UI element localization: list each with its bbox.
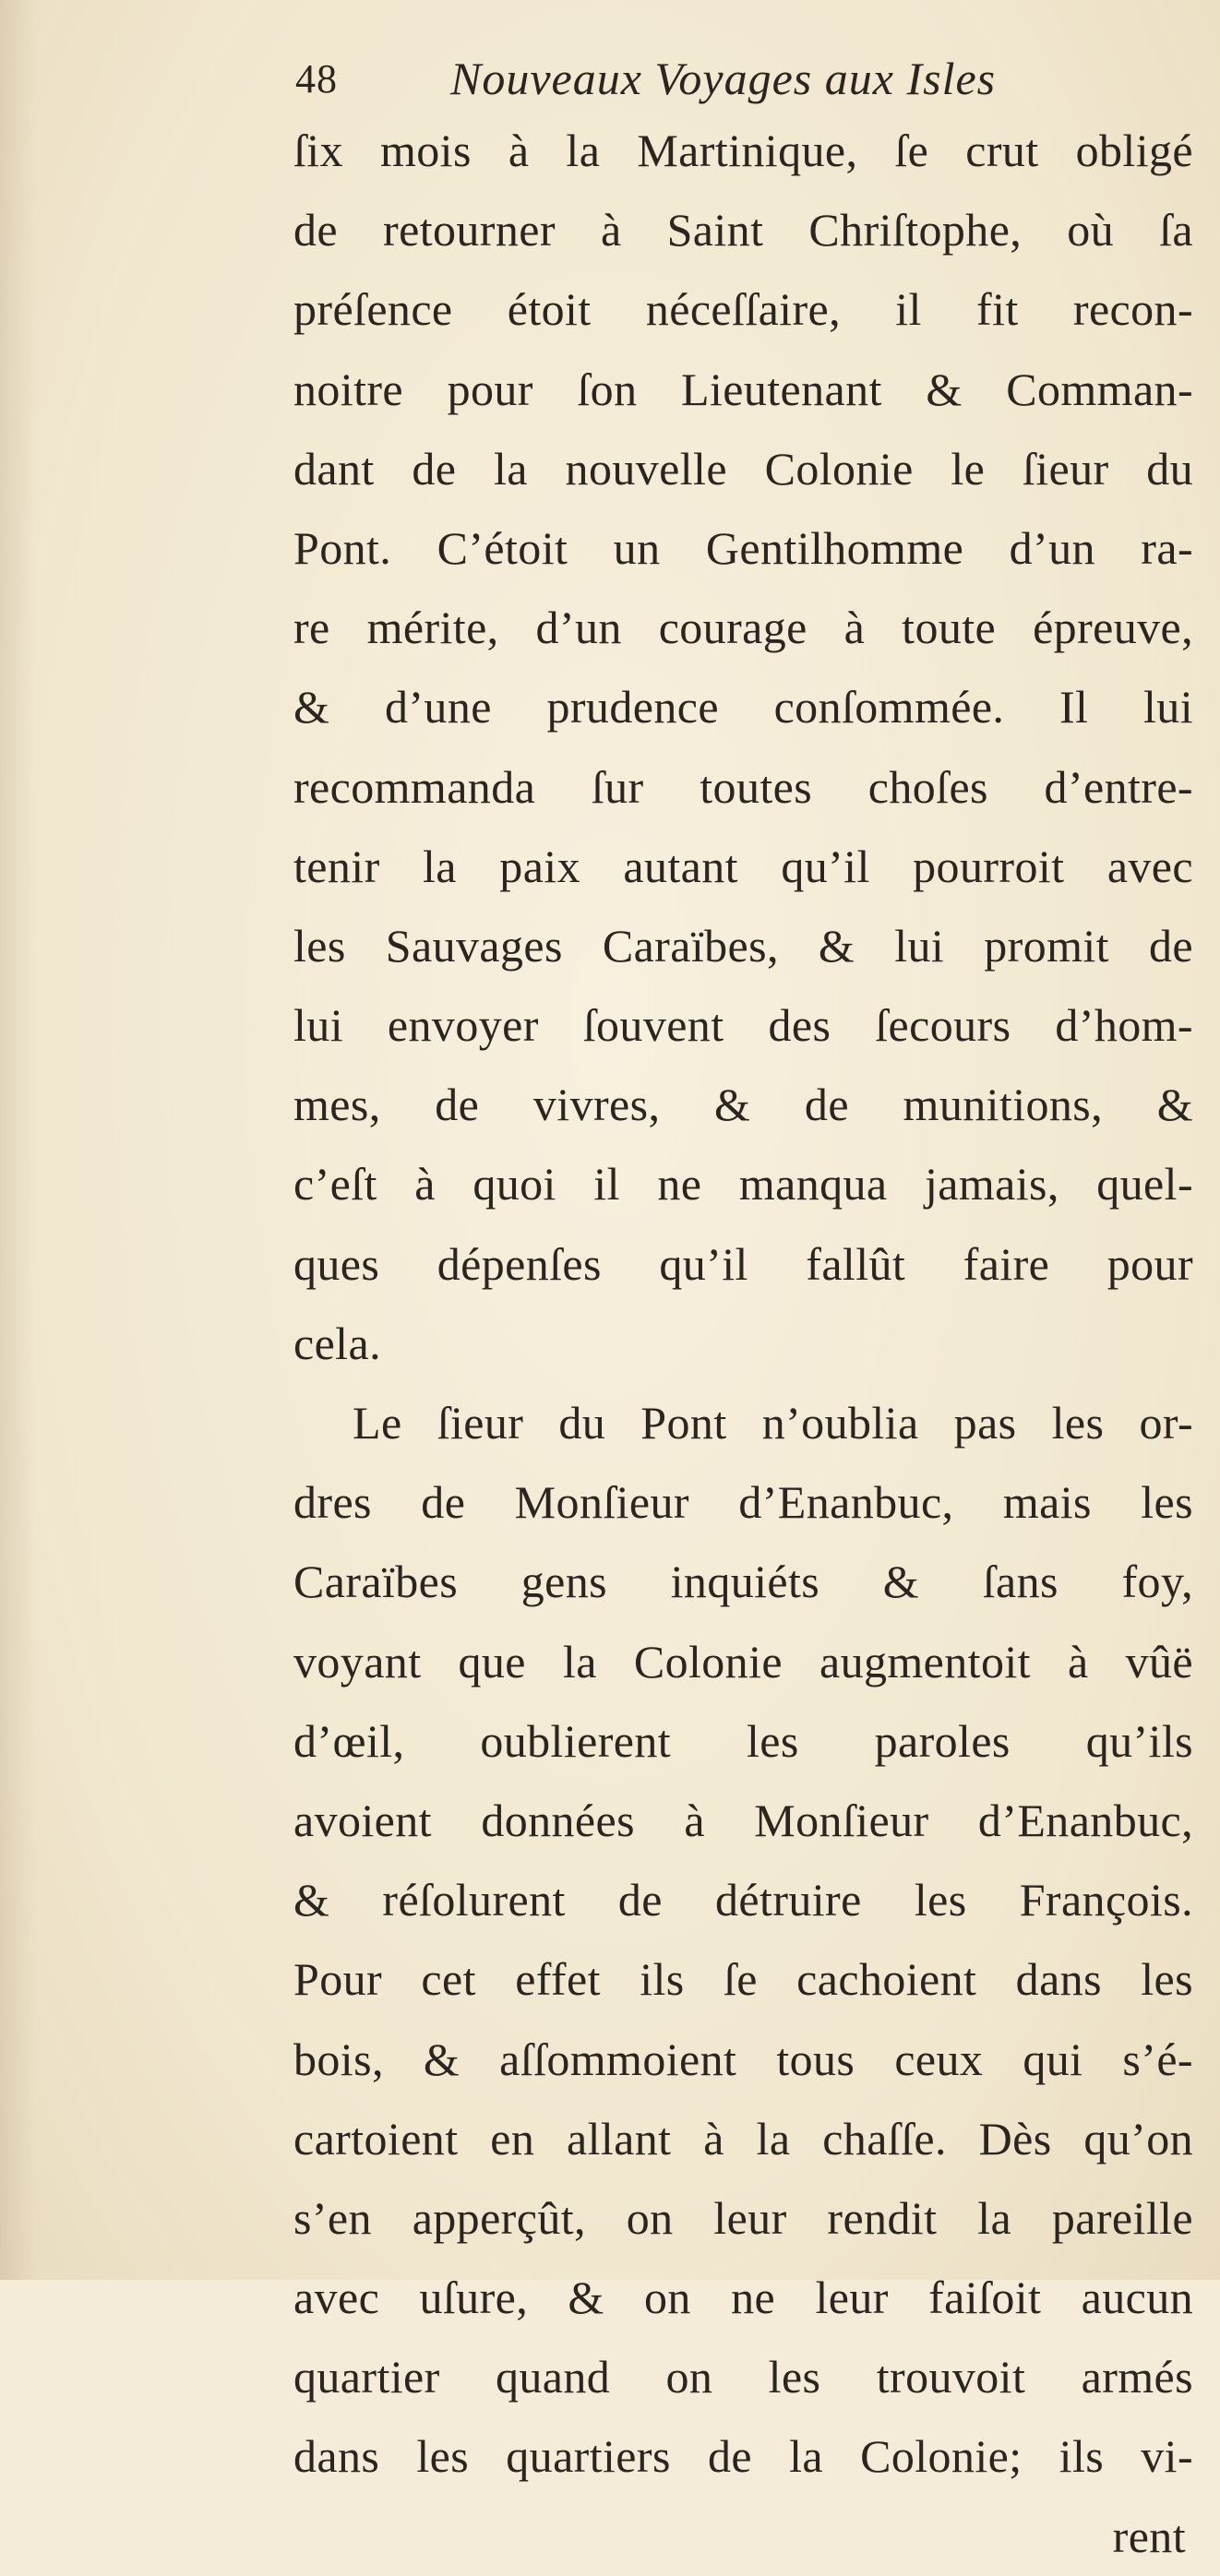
- text-line: Pont. C’étoit un Gentilhomme d’un ra-: [293, 521, 1193, 574]
- text-line: quartier quand on les trouvoit armés: [293, 2351, 1193, 2403]
- text-line: ques dépenſes qu’il fallût faire pour: [293, 1237, 1193, 1290]
- text-line: s’en apperçût, on leur rendit la pareille: [293, 2191, 1193, 2244]
- text-line: Caraïbes gens inquiéts & ſans foy,: [293, 1556, 1193, 1608]
- text-line: ſix mois à la Martinique, ſe crut obligé: [293, 125, 1193, 176]
- catchword: rent: [1112, 2510, 1186, 2562]
- text-line: tenir la paix autant qu’il pourroit avec: [293, 840, 1193, 892]
- text-line: mes, de vivres, & de munitions, &: [293, 1079, 1193, 1131]
- text-line: avec uſure, & on ne leur faiſoit aucun: [293, 2272, 1193, 2324]
- page-number: 48: [295, 56, 338, 101]
- text-line: les Sauvages Caraïbes, & lui promit de: [293, 919, 1193, 972]
- text-line: d’œil, oublierent les paroles qu’ils: [293, 1714, 1193, 1767]
- text-line: cela.: [293, 1317, 381, 1369]
- text-line: noitre pour ſon Lieutenant & Comman-: [293, 363, 1193, 415]
- text-line: bois, & aſſommoient tous ceux qui s’é-: [293, 2033, 1193, 2085]
- running-title: Nouveaux Voyages aux Isles: [450, 53, 997, 104]
- text-line: avoient données à Monſieur d’Enanbuc,: [293, 1794, 1193, 1846]
- text-line: de retourner à Saint Chriſtophe, où ſa: [293, 204, 1193, 256]
- text-line: dant de la nouvelle Colonie le ſieur du: [293, 442, 1193, 495]
- text-line: voyant que la Colonie augmentoit à vûë: [293, 1635, 1193, 1688]
- text-line: & réſolurent de détruire les François.: [293, 1874, 1193, 1926]
- text-line: préſence étoit néceſſaire, il fit recon-: [293, 283, 1193, 336]
- body-text: [293, 111, 1193, 2576]
- text-line: cartoient en allant à la chaſſe. Dès qu’on: [293, 2112, 1193, 2165]
- text-line: dans les quartiers de la Colonie; ils vi-: [293, 2430, 1193, 2483]
- text-line: lui envoyer ſouvent des ſecours d’hom-: [293, 999, 1193, 1052]
- text-line: re mérite, d’un courage à toute épreuve,: [293, 602, 1193, 654]
- text-line: c’eſt à quoi il ne manqua jamais, quel-: [293, 1158, 1193, 1210]
- text-line: & d’une prudence conſommée. Il lui: [293, 681, 1193, 733]
- text-line: recommanda ſur toutes choſes d’entre-: [293, 760, 1193, 813]
- text-line: Pour cet effet ils ſe cachoient dans les: [293, 1953, 1193, 2006]
- text-line: dres de Monſieur d’Enanbuc, mais les: [293, 1476, 1193, 1529]
- text-line: Le ſieur du Pont n’oublia pas les or-: [353, 1397, 1193, 1449]
